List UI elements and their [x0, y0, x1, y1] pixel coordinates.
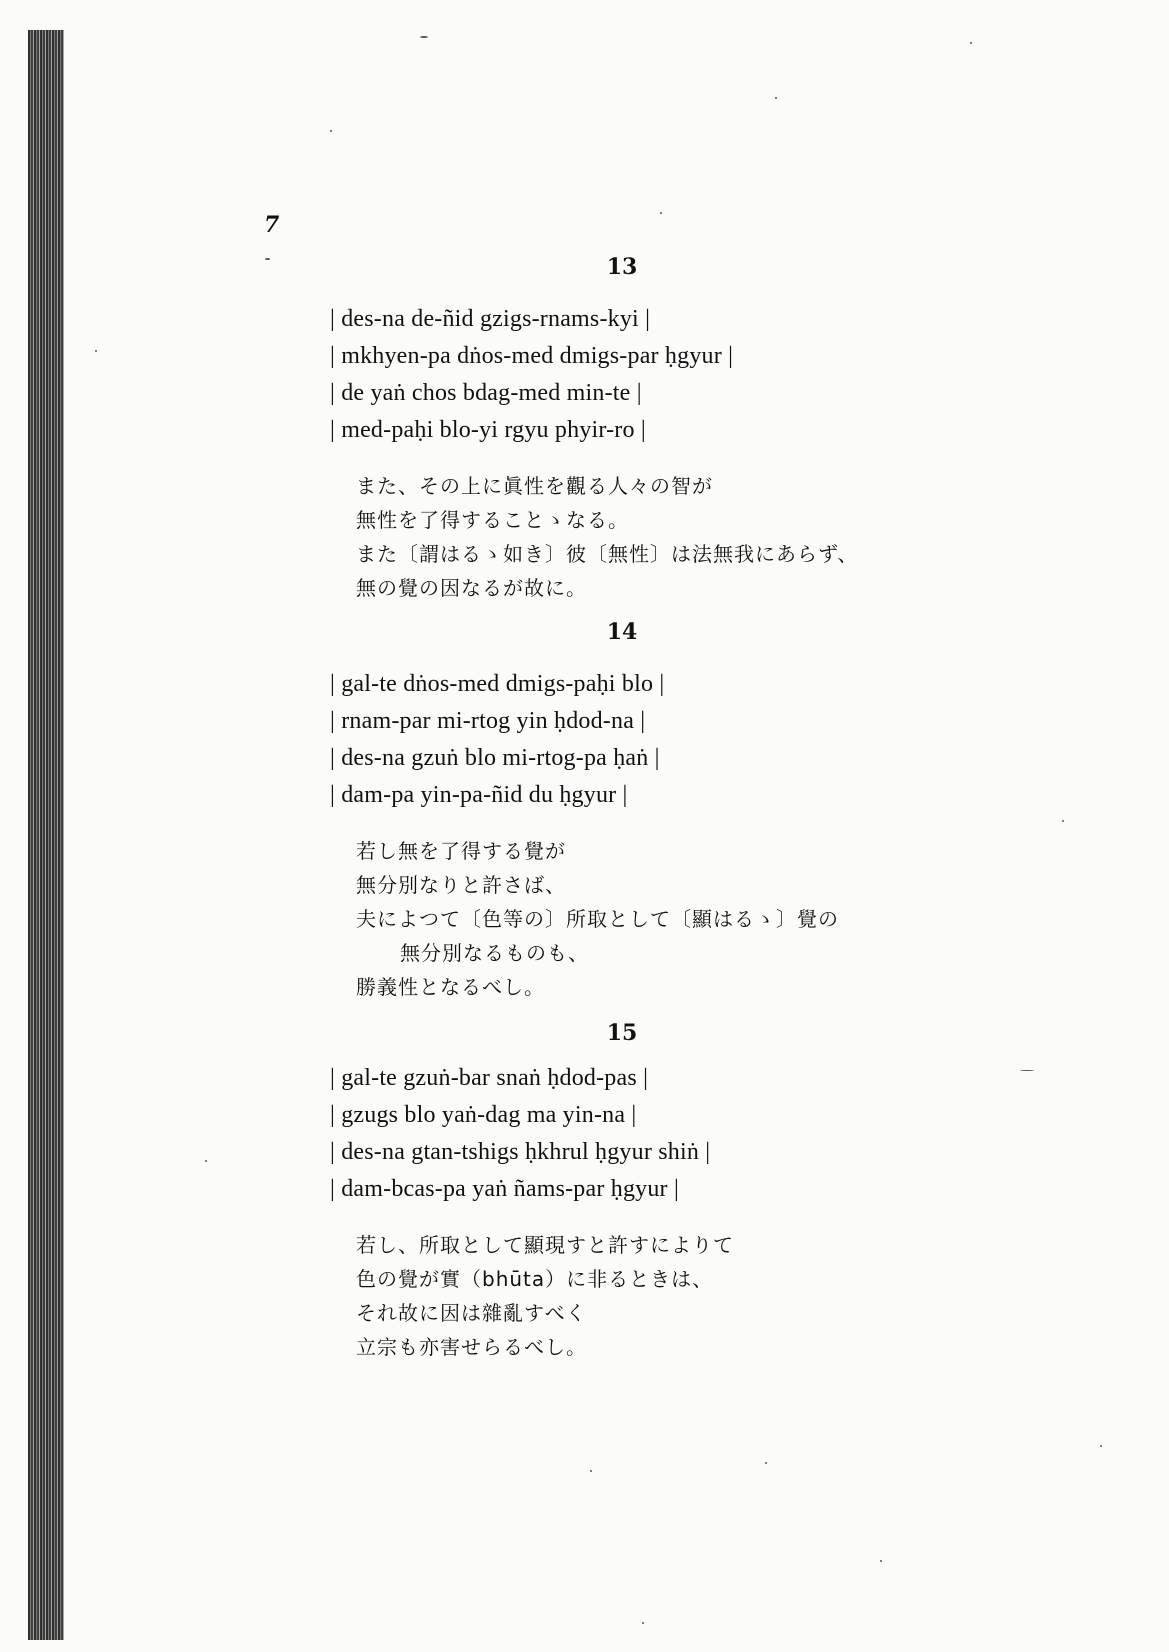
japanese-line: 無性を了得することゝなる。 — [356, 508, 629, 532]
scan-speck — [420, 36, 428, 38]
scan-speck — [775, 97, 777, 99]
scan-speck — [660, 212, 662, 214]
japanese-line: 無の覺の因なるが故に。 — [356, 576, 587, 600]
japanese-line: 若し無を了得する覺が — [356, 839, 566, 863]
scan-speck — [205, 1160, 207, 1162]
japanese-line: 夫によつて〔色等の〕所取として〔顯はるゝ〕覺の — [356, 907, 839, 931]
japanese-line: それ故に因は雜亂すべく — [356, 1301, 587, 1325]
japanese-line: 若し、所取として顯現すと許すによりて — [356, 1233, 734, 1257]
tibetan-line: | des-na gtan-tshigs ḥkhrul ḥgyur shiṅ | — [330, 1139, 711, 1165]
scan-speck — [642, 1622, 644, 1624]
scan-speck — [880, 1560, 882, 1562]
verse-number: 14 — [606, 619, 638, 645]
japanese-line: 無分別なりと許さば、 — [356, 873, 566, 897]
scan-speck — [1100, 1445, 1102, 1447]
tibetan-line: | rnam-par mi-rtog yin ḥdod-na | — [330, 708, 646, 734]
tibetan-line: | dam-pa yin-pa-ñid du ḥgyur | — [330, 782, 628, 808]
japanese-line: 立宗も亦害せらるべし。 — [356, 1335, 587, 1359]
japanese-line: また、その上に眞性を觀る人々の智が — [356, 474, 713, 498]
tibetan-line: | mkhyen-pa dṅos-med dmigs-par ḥgyur | — [330, 343, 734, 369]
japanese-line: また〔謂はるゝ如き〕彼〔無性〕は法無我にあらず、 — [356, 542, 859, 566]
tibetan-line: | med-paḥi blo-yi rgyu phyir-ro | — [330, 417, 646, 443]
scan-speck — [970, 42, 972, 44]
japanese-line: 無分別なるものも、 — [400, 941, 589, 965]
tibetan-line: | des-na gzuṅ blo mi-rtog-pa ḥaṅ | — [330, 745, 660, 771]
tibetan-line: | gal-te dṅos-med dmigs-paḥi blo | — [330, 671, 665, 697]
tibetan-line: | dam-bcas-pa yaṅ ñams-par ḥgyur | — [330, 1176, 679, 1202]
tibetan-line: | de yaṅ chos bdag-med min-te | — [330, 380, 642, 406]
japanese-line: 色の覺が實（bhūta）に非るときは、 — [356, 1267, 714, 1291]
tibetan-line: | gzugs blo yaṅ-dag ma yin-na | — [330, 1102, 637, 1128]
tibetan-line: | des-na de-ñid gzigs-rnams-kyi | — [330, 306, 651, 332]
scan-speck — [1020, 1070, 1034, 1071]
margin-mark: 7 — [264, 212, 280, 238]
scan-speck — [590, 1470, 592, 1472]
scan-speck — [330, 130, 332, 132]
scan-speck — [765, 1462, 767, 1464]
scan-binding-edge — [28, 30, 64, 1640]
japanese-line: 勝義性となるべし。 — [356, 975, 545, 999]
tibetan-line: | gal-te gzuṅ-bar snaṅ ḥdod-pas | — [330, 1065, 649, 1091]
verse-number: 15 — [606, 1020, 638, 1046]
scan-speck — [95, 350, 97, 352]
scan-speck — [265, 258, 270, 260]
verse-number: 13 — [606, 254, 638, 280]
scan-speck — [1062, 820, 1064, 822]
